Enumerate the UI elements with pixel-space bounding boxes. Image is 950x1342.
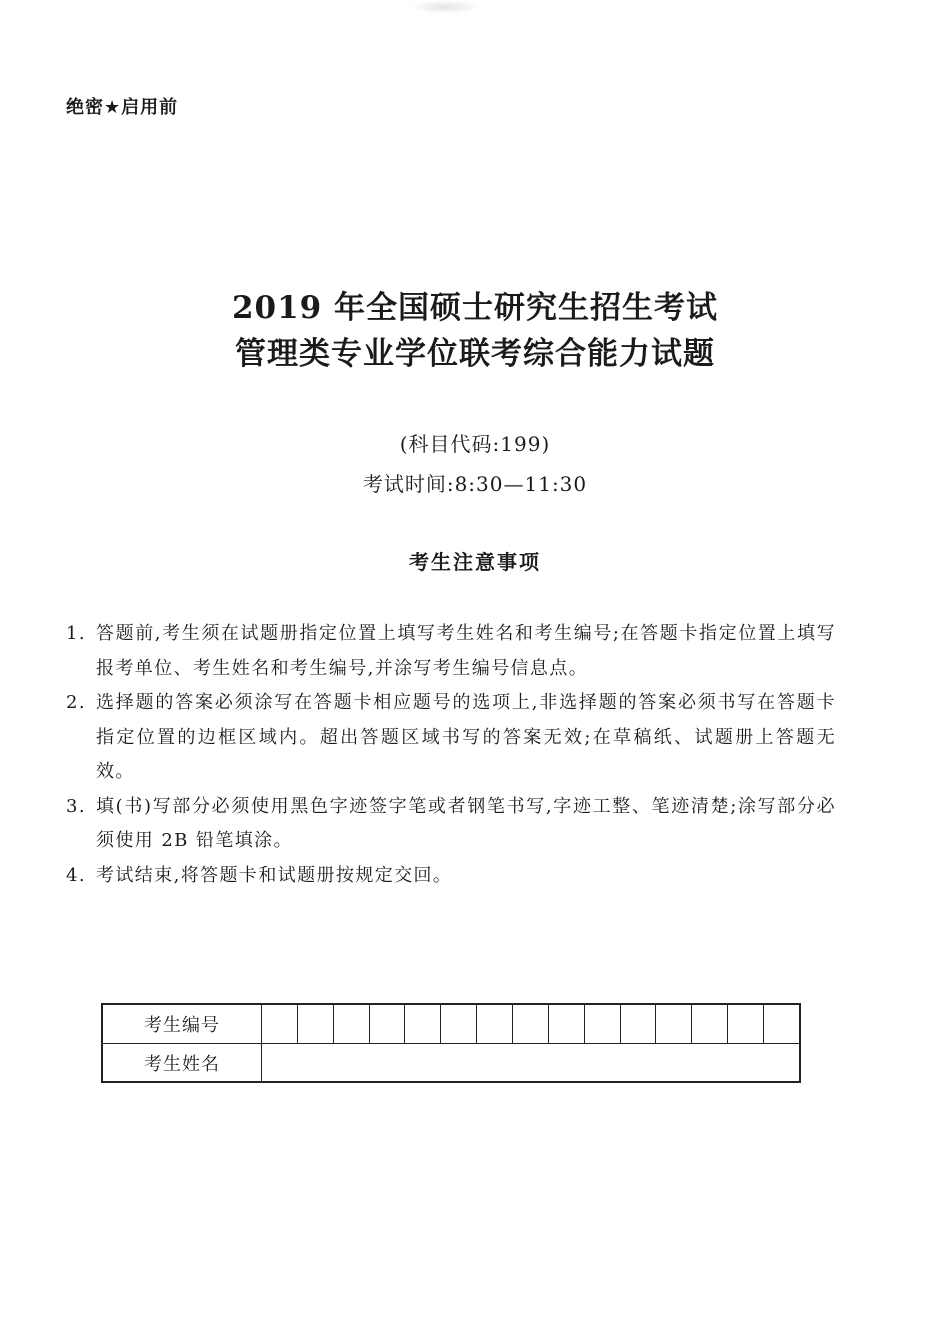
candidate-number-label: 考生编号	[103, 1005, 262, 1043]
exam-title-line-2: 管理类专业学位联考综合能力试题	[235, 336, 715, 372]
notice-item	[66, 686, 836, 790]
notice-heading: 考生注意事项	[409, 550, 541, 574]
candidate-number-cell[interactable]	[477, 1005, 513, 1043]
scan-artifact	[410, 0, 480, 14]
notice-item	[66, 617, 836, 686]
candidate-number-cell[interactable]	[585, 1005, 621, 1043]
candidate-number-cell[interactable]	[656, 1005, 692, 1043]
notice-item-number: 4.	[66, 864, 86, 886]
candidate-number-cells[interactable]	[262, 1005, 799, 1043]
notice-item-text: 答题前,考生须在试题册指定位置上填写考生姓名和考生编号;在答题卡指定位置上填写报考单位、考生姓名和考生编号,并涂写考生编号信息点。	[96, 623, 836, 679]
exam-time: 考试时间:8:30—11:30	[362, 472, 588, 496]
candidate-number-cell[interactable]	[549, 1005, 585, 1043]
candidate-number-row	[103, 1005, 799, 1043]
candidate-number-cell[interactable]	[441, 1005, 477, 1043]
candidate-number-cell[interactable]	[405, 1005, 441, 1043]
notice-item-text: 填(书)写部分必须使用黑色字迹签字笔或者钢笔书写,字迹工整、笔迹清楚;涂写部分必须使用 2B 铅笔填涂。	[96, 795, 836, 851]
exam-title-line-1: 2019 年全国硕士研究生招生考试	[231, 290, 719, 326]
notice-list	[66, 617, 836, 893]
notice-item-text: 考试结束,将答题卡和试题册按规定交回。	[96, 864, 453, 886]
notice-item-text: 选择题的答案必须涂写在答题卡相应题号的选项上,非选择题的答案必须书写在答题卡指定位置的边框区域内。超出答题区域书写的答案无效;在草稿纸、试题册上答题无效。	[96, 692, 836, 782]
notice-item-number: 3.	[66, 795, 86, 817]
candidate-number-cell[interactable]	[513, 1005, 549, 1043]
candidate-number-cell[interactable]	[692, 1005, 728, 1043]
candidate-number-cell[interactable]	[262, 1005, 298, 1043]
candidate-number-cell[interactable]	[764, 1005, 799, 1043]
notice-item	[66, 790, 836, 859]
candidate-name-label: 考生姓名	[103, 1044, 262, 1082]
candidate-name-field[interactable]	[262, 1044, 799, 1082]
classification-label: 绝密★启用前	[66, 97, 179, 118]
candidate-info-table	[101, 1003, 801, 1083]
notice-item-number: 2.	[66, 692, 86, 713]
exam-title	[0, 285, 950, 377]
candidate-number-cell[interactable]	[621, 1005, 657, 1043]
candidate-number-cell[interactable]	[298, 1005, 334, 1043]
candidate-number-cell[interactable]	[334, 1005, 370, 1043]
subject-code: (科目代码:199)	[399, 432, 551, 456]
candidate-number-cell[interactable]	[370, 1005, 406, 1043]
notice-item-number: 1.	[66, 623, 86, 644]
notice-item	[66, 859, 836, 894]
candidate-name-row	[103, 1043, 799, 1082]
candidate-number-cell[interactable]	[728, 1005, 764, 1043]
